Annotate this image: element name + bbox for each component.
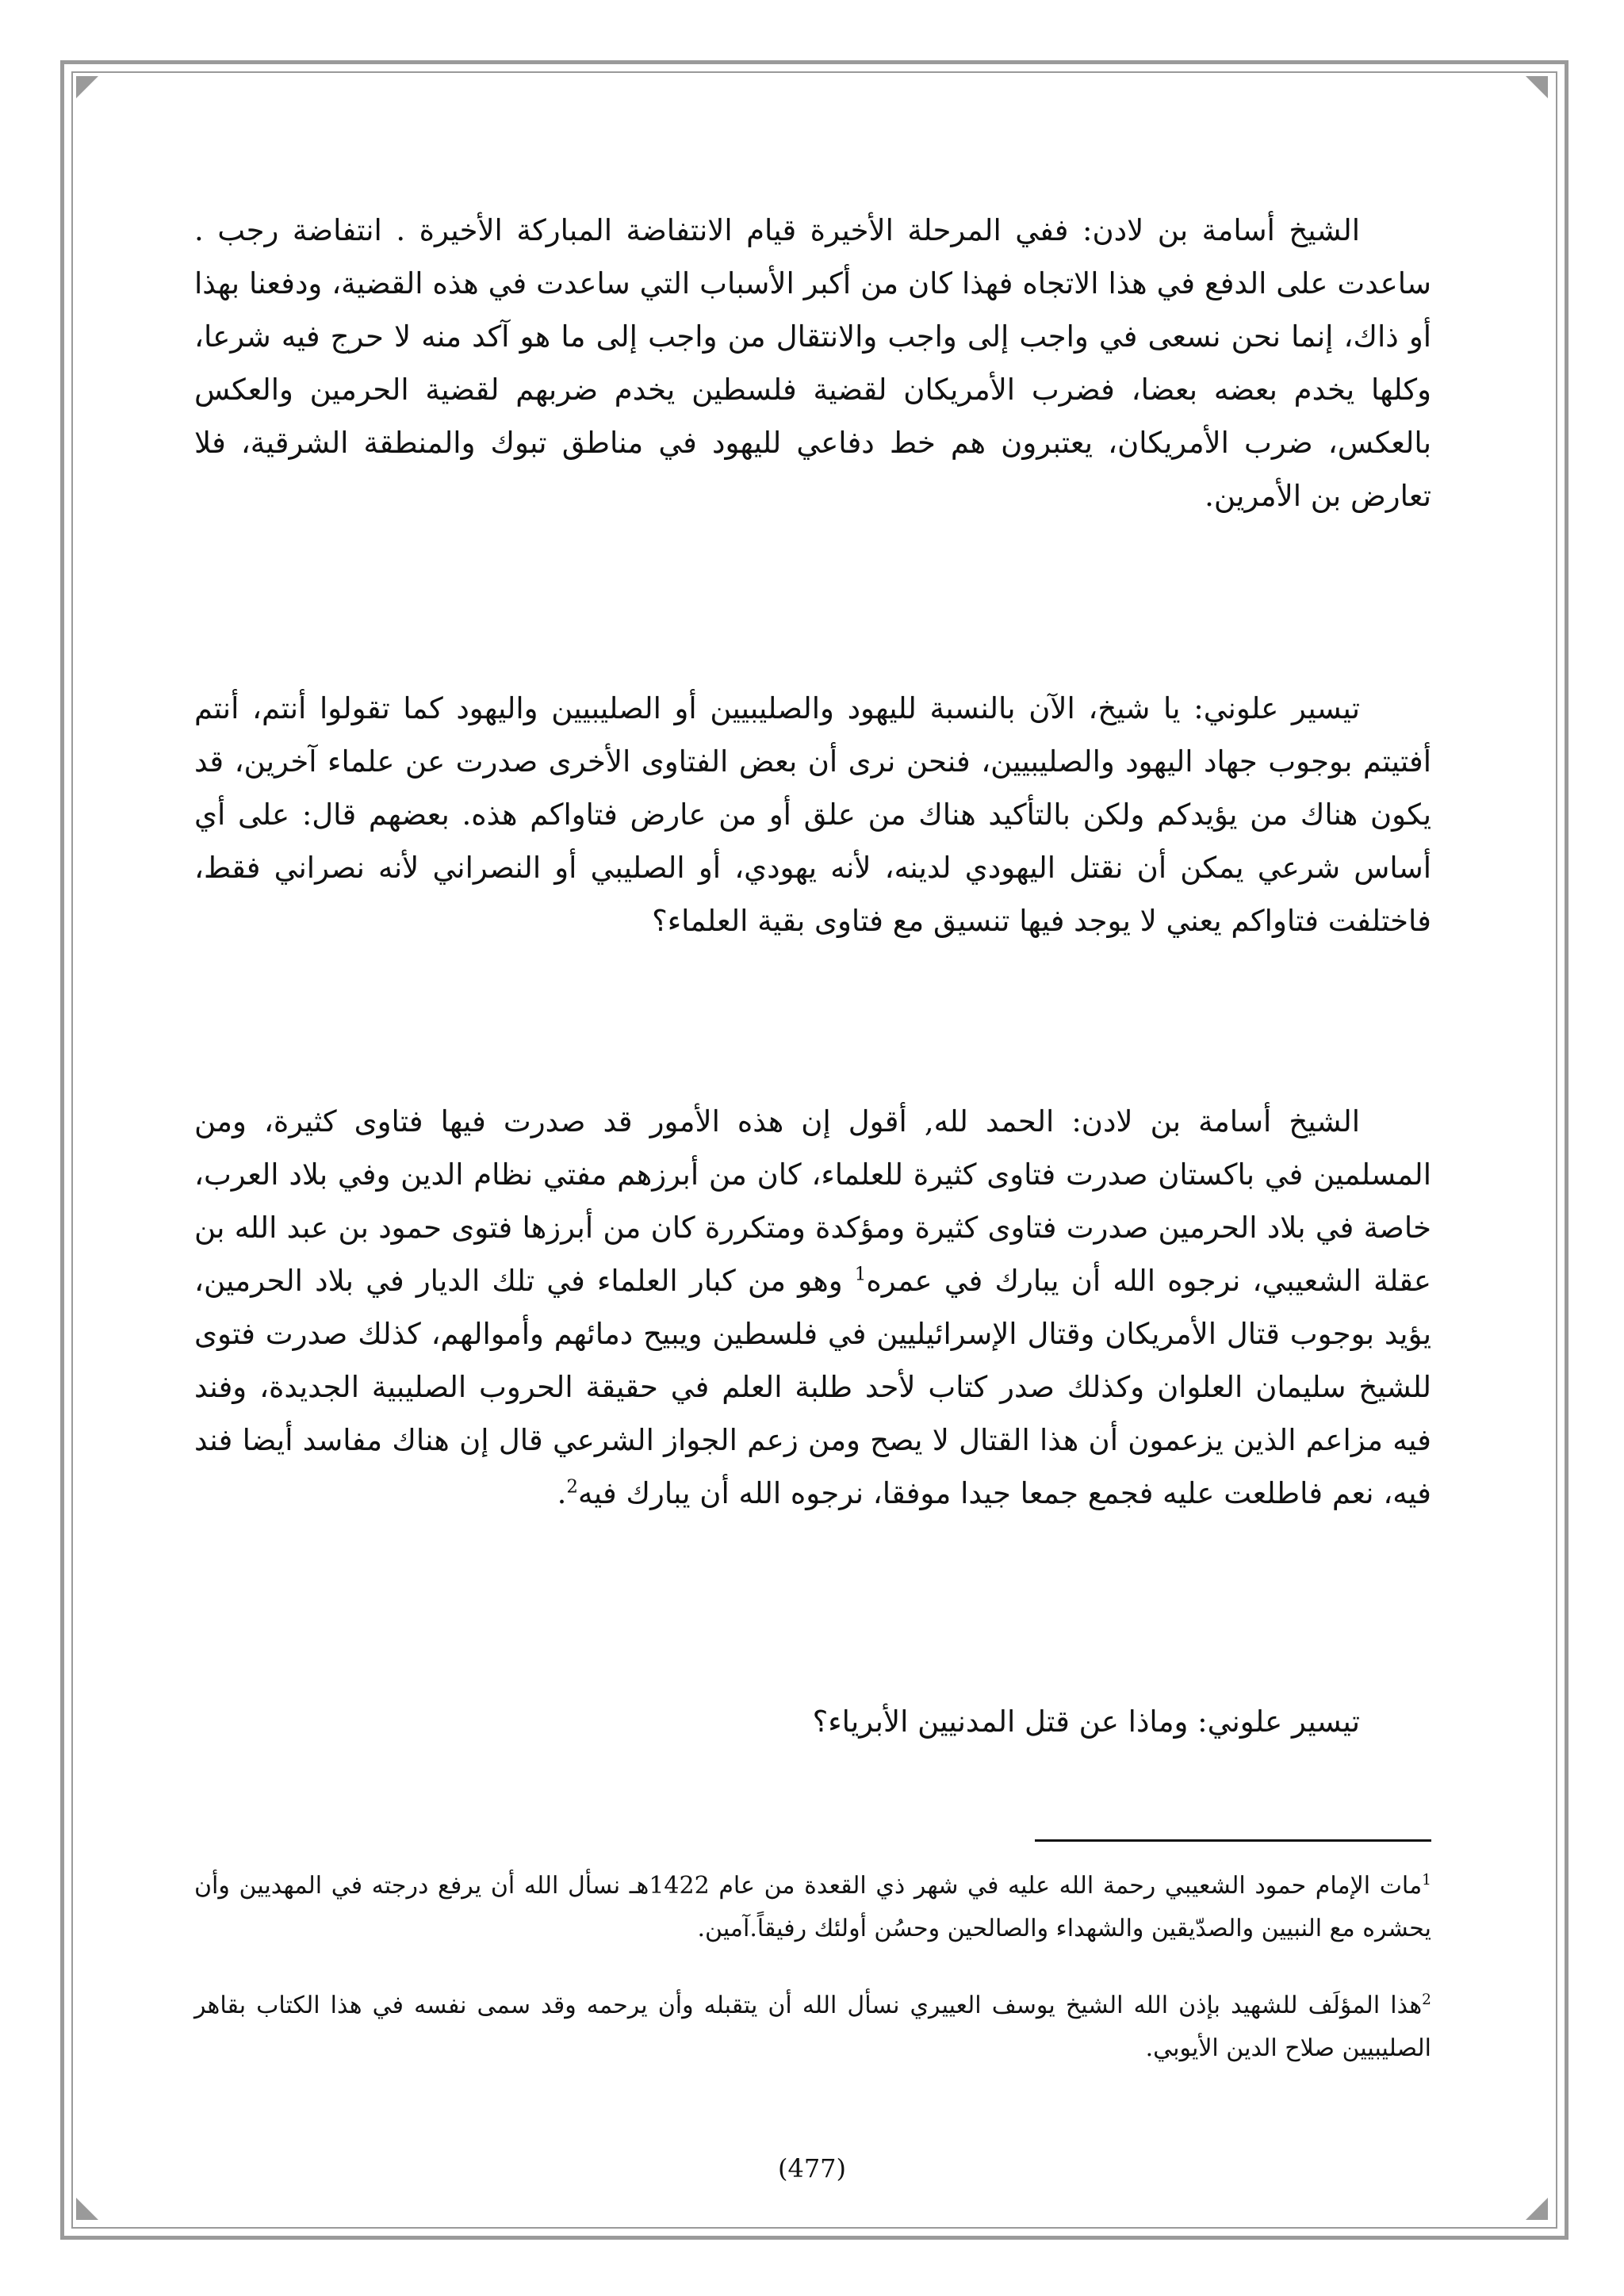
footnote-ref-1: 1 <box>854 1264 867 1285</box>
paragraph-alouni-civilians: تيسير علوني: وماذا عن قتل المدنيين الأبرياء؟ <box>812 1705 1360 1739</box>
footnote-mark-2: 2 <box>1422 1992 1431 2008</box>
paragraph-fatwas-part3: . <box>557 1476 567 1510</box>
footnote-1 <box>194 1865 1431 1950</box>
footnote-2 <box>194 1984 1431 2070</box>
paragraph-alouni-question: تيسير علوني: يا شيخ، الآن بالنسبة لليهود والصليبيين أو الصليبيين واليهود كما تقولوا أنتم، أنتم أفتيتم بوجوب جهاد اليهود والصليبيين، فنحن نرى أن بعض الفتاوى الأخرى صدرت عن علماء آخرين، قد يكون هناك من يؤيدكم ولكن بالتأكيد هناك من علق أو من عارض فتاواكم هذه. بعضهم قال: على أي أساس شرعي يمكن أن نقتل اليهودي لدينه، لأنه يهودي، أو الصليبي أو النصراني لأنه نصراني فقط، فاختلفت فتاواكم يعني لا يوجد فيها تنسيق مع فتاوى بقية العلماء؟ <box>194 691 1431 938</box>
corner-ornament <box>1526 76 1548 98</box>
footnote-text-2: هذا المؤلَف للشهيد بإذن الله الشيخ يوسف العييري نسأل الله أن يتقبله وأن يرحمه وقد سمى نفسه في هذا الكتاب بقاهر الصليبيين صلاح الدين الأيوبي. <box>194 1992 1431 2062</box>
footnote-mark-1: 1 <box>1422 1872 1431 1888</box>
paragraph-fatwas-part2: وهو من كبار العلماء في تلك الديار في بلاد الحرمين، يؤيد بوجوب قتال الأمريكان وقتال الإسرائيليين في فلسطين ويبيح دمائهم وأموالهم، كذلك صدرت فتوى للشيخ سليمان العلوان وكذلك صدر كتاب لأحد طلبة العلم في حقيقة الحروب الصليبية الجديدة، وفند فيه مزاعم الذين يزعمون أن هذا القتال لا يصح ومن زعم الجواز الشرعي قال إن هناك مفاسد أيضا فند فيه، نعم فاطلعت عليه فجمع جمعا جيدا موفقا، نرجوه الله أن يبارك فيه <box>194 1264 1431 1510</box>
page-body <box>194 0 1431 2296</box>
paragraph-fatwas-part1: الشيخ أسامة بن لادن: الحمد لله, أقول إن هذه الأمور قد صدرت فيها فتاوى كثيرة، ومن المسلمين في باكستان صدرت فتاوى كثيرة للعلماء، كان من أبرزهم مفتي نظام الدين وفي بلاد العرب، خاصة في بلاد الحرمين صدرت فتاوى كثيرة ومؤكدة ومتكررة كان من أبرزها فتوى حمود بن عبد الله بن عقلة الشعيبي، نرجوه الله أن يبارك في عمره <box>194 1104 1431 1298</box>
corner-ornament <box>76 2198 98 2220</box>
paragraph-bin-laden-intifada: الشيخ أسامة بن لادن: ففي المرحلة الأخيرة قيام الانتفاضة المباركة الأخيرة . انتفاضة رجب . ساعدت على الدفع في هذا الاتجاه فهذا كان من أكبر الأسباب التي ساعدت في هذه القضية، ودفعنا بهذا أو ذاك، إنما نحن نسعى في واجب إلى واجب والانتقال من واجب إلى ما هو آكد منه لا حرج فيه شرعا، وكلها يخدم بعضه بعضا، فضرب الأمريكان لقضية فلسطين يخدم ضربهم لقضية الحرمين والعكس بالعكس، ضرب الأمريكان، يعتبرون هم خط دفاعي لليهود في مناطق تبوك والمنطقة الشرقية، فلا تعارض بن الأمرين. <box>194 213 1431 513</box>
footnote-separator <box>1035 1839 1431 1842</box>
footnote-ref-2: 2 <box>566 1476 578 1498</box>
paragraph-bin-laden-fatwas <box>194 1095 1431 1520</box>
page-number: (477) <box>777 2153 847 2183</box>
corner-ornament <box>1526 2198 1548 2220</box>
corner-ornament <box>76 76 98 98</box>
footnote-text-1: مات الإمام حمود الشعيبي رحمة الله عليه في شهر ذي القعدة من عام 1422هـ نسأل الله أن يرفع درجته في المهديين وأن يحشره مع النبيين والصدّيقين والشهداء والصالحين وحسُن أولئك رفيقاً.آمين. <box>194 1872 1431 1942</box>
